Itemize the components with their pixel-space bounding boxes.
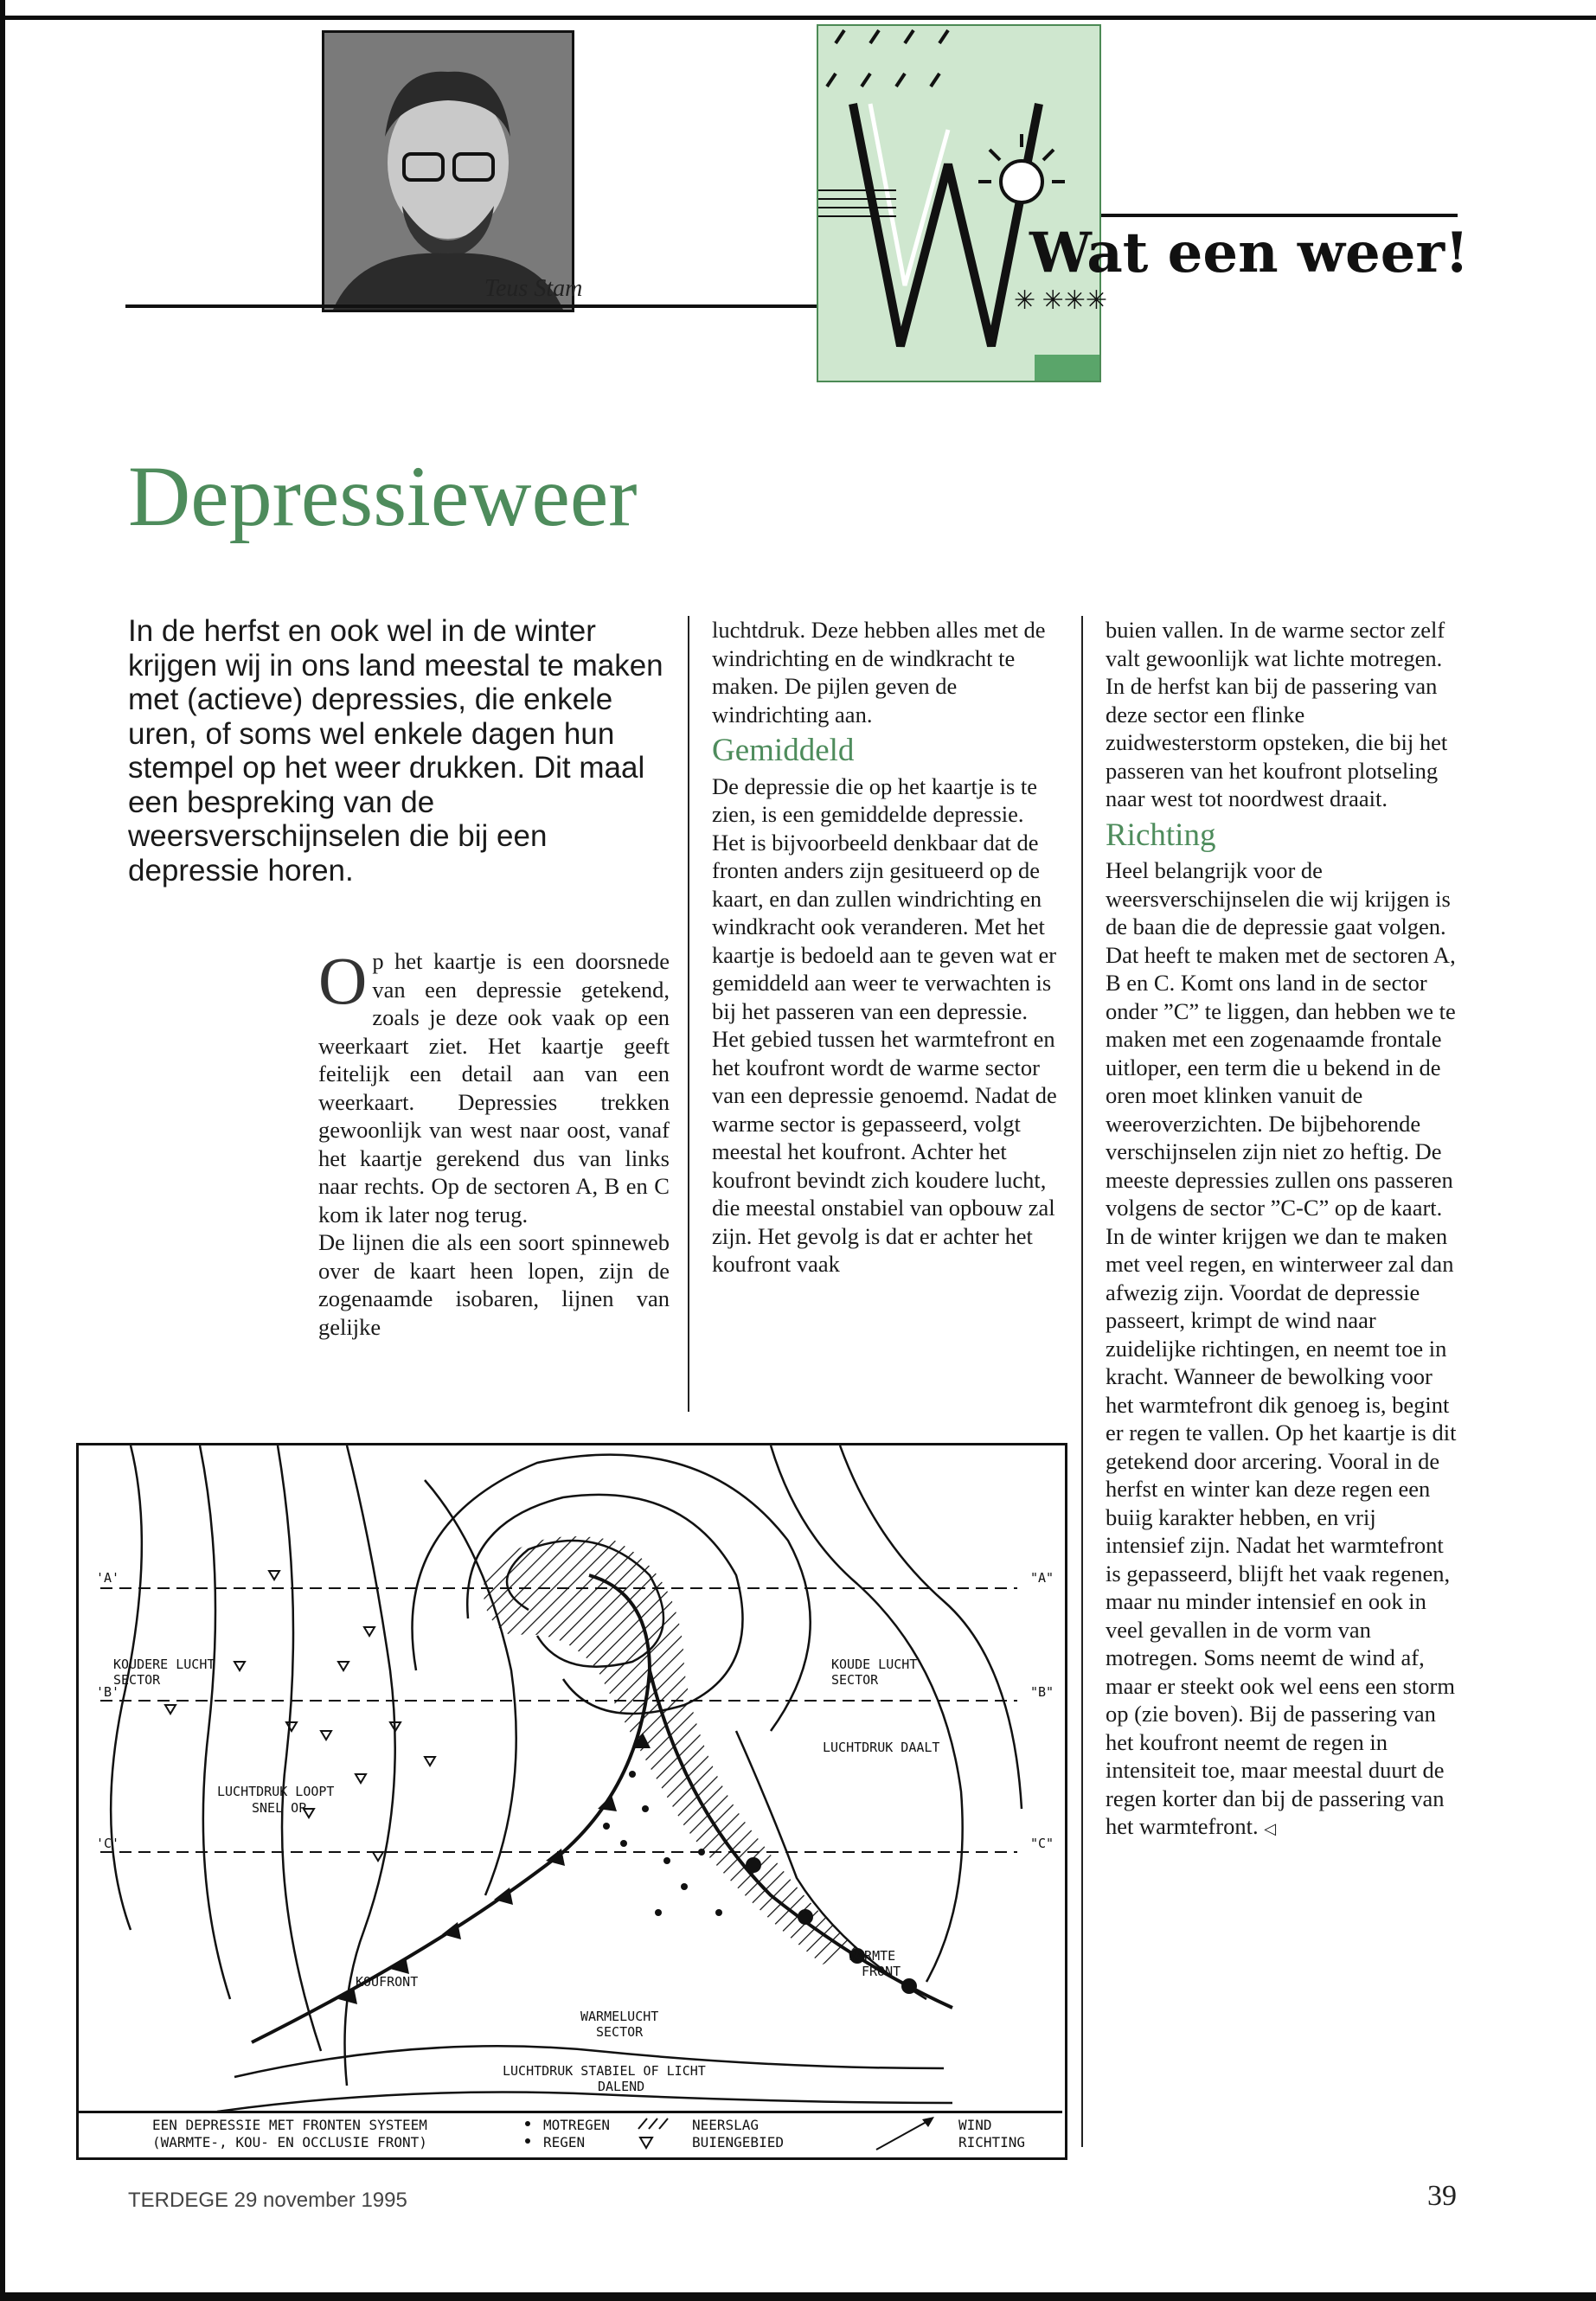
legend-buien: BUIENGEBIED (692, 2134, 784, 2150)
column-1 (318, 943, 670, 1341)
label-dalend: DALEND (598, 2079, 645, 2094)
col1-paragraph-1: p het kaartje is een doorsnede van een depressie getekend, zoals je deze ook vaak op een weerkaart ziet. Het kaartje geeft feitelijk een detail aan van een weerkaart. Depressies trekken gewoonlijk van west naar oost, vanaf het kaartje gerekend dus van links naar rechts. Op de sectoren A, B en C kom ik later nog terug. (318, 948, 670, 1227)
label-a-right: "A" (1030, 1570, 1054, 1586)
legend-richting: RICHTING (958, 2134, 1026, 2150)
label-koudere-lucht: KOUDERE LUCHT (113, 1657, 215, 1672)
article-headline: Depressieweer (128, 448, 638, 544)
subheading-gemiddeld: Gemiddeld (712, 733, 855, 768)
author-name: Teus Stam (484, 275, 583, 302)
col1-paragraph-2: De lijnen die als een soort spinneweb over de kaart heen lopen, zijn de zogenaamde isobaren, lijnen van gelijke (318, 1229, 670, 1340)
subheading-richting: Richting (1106, 817, 1216, 853)
end-mark: ◁ (1264, 1820, 1277, 1837)
diagram-legend (76, 2111, 1062, 2157)
col2-paragraph-1: luchtdruk. Deze hebben alles met de windrichting en de windkracht te maken. De pijlen geven de windrichting aan. (712, 617, 1046, 727)
page-number: 39 (1427, 2180, 1457, 2212)
column-title: Wat een weer! (1029, 221, 1470, 285)
label-snel-op: SNEL OP (252, 1800, 307, 1816)
column-divider-1 (688, 616, 689, 1412)
legend-wind: WIND (958, 2117, 992, 2133)
header-rule-left (125, 304, 835, 308)
label-warmte: WARMTE (849, 1948, 896, 1964)
article-lead: In de herfst en ook wel in de winter krijgen wij in ons land meestal te maken met (actieve) depressies, die enkele uren, of soms wel enkele dagen hun stempel op het weer drukken. Dit maal een bespreking van de weersverschijnselen die bij een depressie horen. (128, 614, 663, 888)
label-koude-sector: SECTOR (831, 1672, 879, 1688)
label-c-right: "C" (1030, 1836, 1054, 1851)
label-b-left: 'B' (96, 1684, 120, 1700)
legend-motregen: MOTREGEN (543, 2117, 611, 2133)
label-koude-lucht: KOUDE LUCHT (831, 1657, 918, 1672)
legend-system-1: EEN DEPRESSIE MET FRONTEN SYSTEEM (152, 2117, 427, 2133)
label-b-right: "B" (1030, 1684, 1054, 1700)
label-stabiel: LUCHTDRUK STABIEL OF LICHT (503, 2063, 706, 2079)
depression-map (79, 1445, 1065, 2157)
col3-paragraph-2: Heel belangrijk voor de weersverschijnselen die wij krijgen is de baan die de depressie gaat volgen. Dat heeft te maken met de sectoren A, B en C. Komt ons land in de sector onder ”C” te liggen, dan hebben we te maken met een zogenaamde frontale uitloper, een term die u bekend in de oren moet klinken vanuit de weeroverzichten. De bijbehorende verschijnselen zijn niet zo heftig. De meeste depressies zullen ons passeren volgens de sector ”C-C” op de kaart. In de winter krijgen we dan te maken met veel regen, en winterweer zal dan afwezig zijn. Voordat de depressie passeert, krimpt de wind naar zuidelijke richtingen, en neemt toe in kracht. Wanneer de bewolking voor het warmtefront dik genoeg is, begint er regen te vallen. Op het kaartje is dit getekend door arcering. Vooral in de herfst en winter kan deze regen een buiig karakter hebben, en vrij intensief zijn. Nadat het warmtefront is gepasseerd, blijft het vaak regenen, maar nu minder intensief en ook in veel gevallen in de vorm van motregen. Soms neemt de wind af, maar er steekt ook wel eens een storm op (zie boven). Bij de passering van het koufront neemt de regen in intensiteit toe, maar meestal duurt de regen korter dan bij de passering van het warmtefront. (1106, 857, 1457, 1839)
label-warmelucht: WARMELUCHT (580, 2009, 659, 2024)
depression-diagram (76, 1443, 1067, 2160)
logo-w-graphic (818, 26, 1099, 381)
label-front: FRONT (862, 1964, 901, 1979)
column-divider-2 (1081, 616, 1083, 2147)
legend-symbols (76, 2113, 1062, 2155)
column-3 (1106, 616, 1460, 1843)
footer-publication: TERDEGE 29 november 1995 (128, 2189, 407, 2212)
page-border-top (0, 16, 1596, 20)
label-a-left: 'A' (96, 1570, 120, 1586)
label-c-left: 'C' (96, 1836, 120, 1851)
col3-paragraph-1: buien vallen. In de warme sector zelf valt gewoonlijk wat lichte motregen. In de herfst kan bij de passering van deze sector een flinke zuidwesterstorm opsteken, die bij het passeren van het koufront plotseling naar west tot noordwest draait. (1106, 617, 1448, 811)
col2-paragraph-3: Het gebied tussen het warmtefront en het koufront wordt de warme sector van een depressie genoemd. Nadat de warme sector is gepasseerd, volgt meestal het koufront. Achter het koufront bevindt zich koudere lucht, die meestal onstabiel van opbouw zal zijn. Het gevolg is dat er achter het koufront vaak (712, 1026, 1057, 1277)
header-rule-right (1077, 214, 1458, 217)
label-warmelucht-sector: SECTOR (596, 2024, 644, 2040)
page-border-bottom (0, 2292, 1596, 2301)
label-luchtdruk-loopt: LUCHTDRUK LOOPT (217, 1784, 335, 1799)
author-photo (322, 30, 574, 312)
label-koufront: KOUFRONT (356, 1974, 419, 1990)
column-logo (817, 24, 1101, 382)
label-luchtdruk-daalt: LUCHTDRUK DAALT (823, 1740, 940, 1755)
label-koudere-sector: SECTOR (113, 1672, 161, 1688)
legend-regen: REGEN (543, 2134, 586, 2150)
legend-system-2: (WARMTE-, KOU- EN OCCLUSIE FRONT) (152, 2134, 427, 2150)
col2-paragraph-2: De depressie die op het kaartje is te zien, is een gemiddelde depressie. Het is bijvoorbeeld denkbaar dat de fronten anders zijn gesitueerd op de kaart, en dan zullen windrichting en windkracht ook veranderen. Met het kaartje is bedoeld aan te geven wat er gemiddeld aan weer te verwachten is bij het passeren van een depressie. (712, 772, 1057, 1024)
logo-stars: ✳ ✳✳✳ (1014, 286, 1108, 315)
dropcap-letter: O (318, 943, 368, 1018)
page-border-left (0, 0, 5, 2301)
column-2 (712, 616, 1062, 1279)
author-portrait-image (324, 33, 572, 310)
legend-neerslag: NEERSLAG (692, 2117, 760, 2133)
